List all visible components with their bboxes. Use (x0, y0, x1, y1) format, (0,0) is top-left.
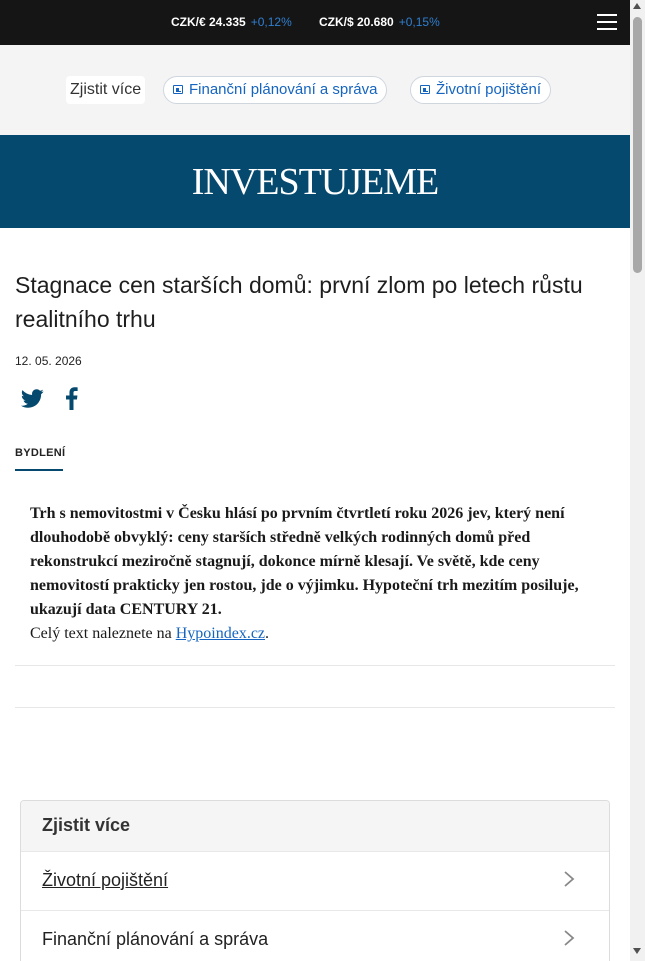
ticker-usd (319, 15, 440, 29)
related-topics-box (20, 800, 610, 961)
pill-label: Finanční plánování a správa (189, 81, 378, 98)
scroll-down-arrow-icon[interactable] (633, 948, 641, 954)
document-icon (420, 85, 430, 94)
source-prefix: Celý text naleznete na (30, 625, 176, 642)
ticker-eur-change: +0,12% (250, 15, 292, 29)
pill-bar-label: Zjistit více (66, 76, 145, 104)
document-icon (173, 85, 183, 94)
twitter-icon[interactable] (21, 387, 44, 410)
pill-label: Životní pojištění (436, 81, 542, 98)
article-perex (30, 502, 602, 646)
pill-zivotni-pojisteni[interactable] (410, 76, 551, 104)
scrollbar-thumb[interactable] (633, 17, 642, 273)
facebook-icon[interactable] (62, 387, 80, 410)
related-item-zivotni-pojisteni[interactable] (21, 851, 609, 911)
article-date: 12. 05. 2026 (15, 354, 82, 368)
related-item-financni-planovani[interactable] (21, 910, 609, 961)
scroll-up-arrow-icon[interactable] (633, 3, 641, 9)
source-suffix: . (265, 625, 270, 642)
related-topics-header (21, 801, 609, 851)
topic-pill-bar (0, 45, 630, 135)
source-link[interactable]: Hypoindex.cz (175, 625, 266, 642)
hamburger-menu-icon[interactable] (597, 13, 617, 31)
related-item-label: Životní pojištění (42, 870, 169, 890)
chevron-right-icon (562, 870, 576, 888)
related-item-label: Finanční plánování a správa (42, 929, 269, 949)
ticker-eur-rate: CZK/€ 24.335 (171, 15, 246, 29)
related-topics-title: Zjistit více (42, 815, 131, 835)
perex-text: Trh s nemovitostmi v Česku hlásí po prvním čtvrtletí roku 2026 jev, který není dlouhodobě obvyklý: ceny starších středně velkých rodinných domů před rekonstrukcí meziročně stagnují, dokonce mírně klesají. Ve světě, kde ceny nemovitostí prakticky jen rostou, jde o výjimku. Hypoteční trh mezitím posiluje, ukazují data CENTURY 21. (30, 505, 579, 618)
currency-ticker-bar (0, 0, 630, 45)
divider (15, 707, 615, 708)
article-category-tab[interactable]: BYDLENÍ (15, 447, 66, 459)
category-underline (15, 469, 63, 471)
article-title: Stagnace cen starších domů: první zlom po letech růstu realitního trhu (15, 272, 583, 332)
ticker-usd-rate: CZK/$ 20.680 (319, 15, 394, 29)
page-scrollbar[interactable] (630, 0, 645, 961)
ticker-eur (171, 15, 292, 29)
divider (15, 665, 615, 666)
ticker-usd-change: +0,15% (398, 15, 440, 29)
site-logo[interactable]: INVESTUJEME (191, 161, 439, 203)
chevron-right-icon (562, 929, 576, 947)
pill-financni-planovani[interactable] (163, 76, 387, 104)
